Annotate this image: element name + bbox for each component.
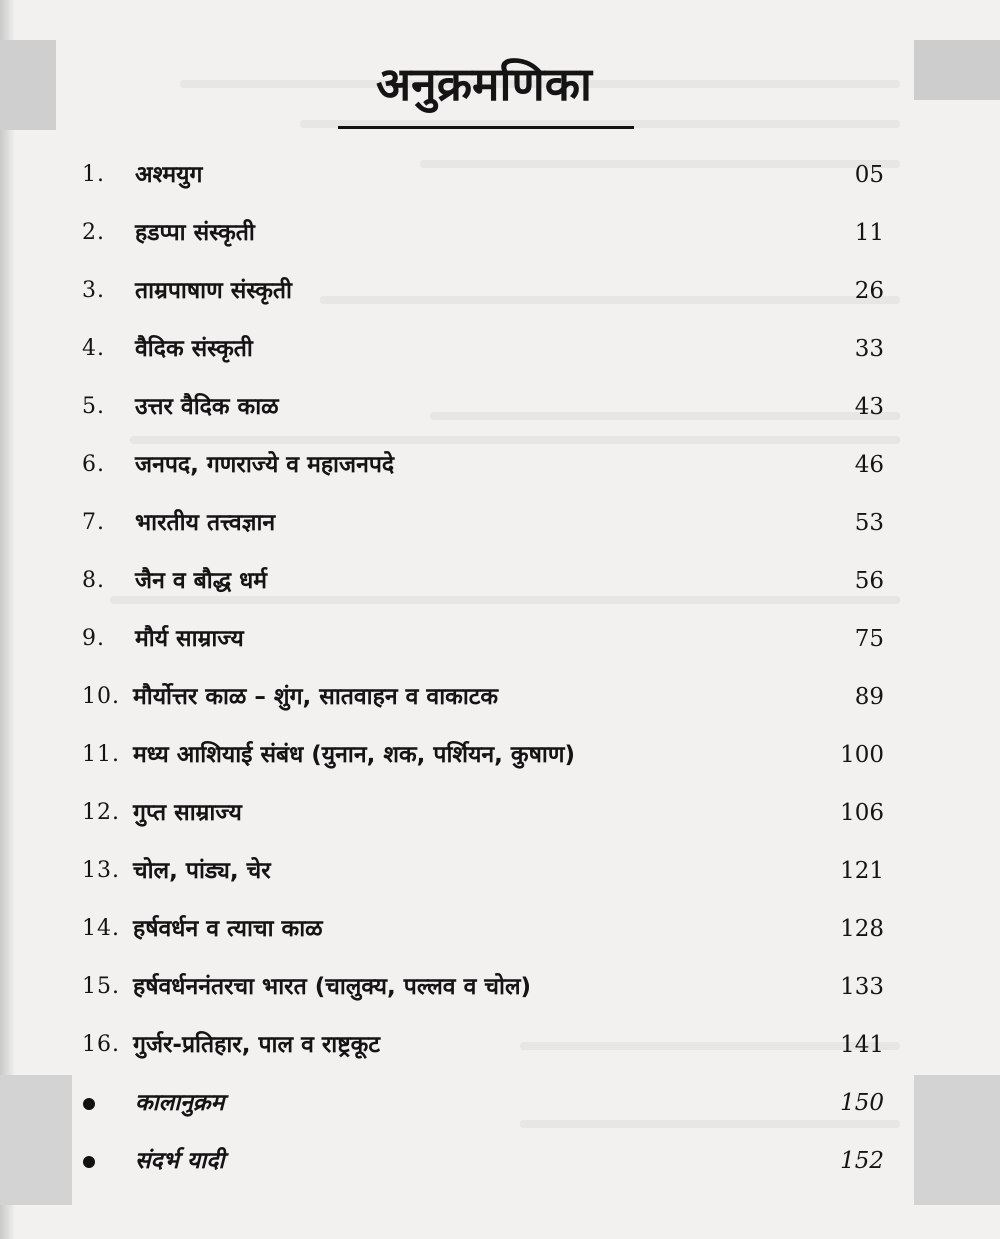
toc-entry[interactable] [0, 967, 1000, 1007]
chapter-title: जैन व बौद्ध धर्म [135, 568, 268, 594]
chapter-title: चोल, पांड्य, चेर [133, 858, 271, 884]
toc-entry[interactable] [0, 909, 1000, 949]
chapter-title: गुर्जर-प्रतिहार, पाल व राष्ट्रकूट [133, 1032, 380, 1058]
toc-entry[interactable] [0, 561, 1000, 601]
chapter-number: 7. [82, 510, 105, 535]
chapter-number: 4. [82, 336, 105, 361]
title-underline [338, 126, 634, 129]
page-number: 89 [854, 684, 884, 710]
toc-entry[interactable] [0, 329, 1000, 369]
page-number: 152 [840, 1148, 884, 1174]
toc-entry[interactable] [0, 271, 1000, 311]
chapter-title: मौर्योत्तर काळ – शुंग, सातवाहन व वाकाटक [133, 684, 499, 710]
appendix-title: संदर्भ यादी [135, 1148, 225, 1174]
chapter-number: 16. [82, 1032, 120, 1057]
chapter-number: 11. [82, 742, 120, 767]
page-number: 46 [854, 452, 884, 478]
toc-entry[interactable] [0, 793, 1000, 833]
toc-entry[interactable] [0, 213, 1000, 253]
chapter-title: भारतीय तत्त्वज्ञान [135, 510, 276, 536]
toc-entry[interactable] [0, 619, 1000, 659]
chapter-number: 13. [82, 858, 120, 883]
toc-entry[interactable] [0, 503, 1000, 543]
page-number: 11 [854, 220, 884, 246]
chapter-title: हर्षवर्धन व त्याचा काळ [133, 916, 323, 942]
toc-entry[interactable] [0, 851, 1000, 891]
page-title: अनुक्रमणिका [376, 57, 592, 111]
toc-appendix-entry[interactable] [0, 1141, 1000, 1181]
page-number: 33 [854, 336, 884, 362]
chapter-number: 9. [82, 626, 105, 651]
page-number: 121 [840, 858, 884, 884]
page-number: 75 [854, 626, 884, 652]
chapter-number: 10. [82, 684, 120, 709]
chapter-number: 3. [82, 278, 105, 303]
chapter-title: हडप्पा संस्कृती [135, 220, 255, 246]
page-number: 141 [840, 1032, 884, 1058]
chapter-title: मध्य आशियाई संबंध (युनान, शक, पर्शियन, कुषाण) [133, 742, 575, 768]
page-number: 133 [840, 974, 884, 1000]
chapter-title: उत्तर वैदिक काळ [135, 394, 279, 420]
chapter-title: वैदिक संस्कृती [135, 336, 253, 362]
page-number: 53 [854, 510, 884, 536]
page-number: 128 [840, 916, 884, 942]
bullet-icon [83, 1156, 95, 1168]
bleed-through [130, 436, 900, 444]
appendix-title: कालानुक्रम [135, 1090, 225, 1116]
chapter-title: हर्षवर्धननंतरचा भारत (चालुक्य, पल्लव व चोल) [133, 974, 532, 1000]
toc-appendix-entry[interactable] [0, 1083, 1000, 1123]
page-number: 05 [854, 162, 884, 188]
toc-entry[interactable] [0, 387, 1000, 427]
chapter-number: 12. [82, 800, 120, 825]
chapter-title: जनपद, गणराज्ये व महाजनपदे [135, 452, 395, 478]
bullet-icon [83, 1098, 95, 1110]
chapter-number: 5. [82, 394, 105, 419]
page-number: 150 [840, 1090, 884, 1116]
chapter-number: 2. [82, 220, 105, 245]
chapter-number: 6. [82, 452, 105, 477]
chapter-number: 8. [82, 568, 105, 593]
page-number: 100 [840, 742, 884, 768]
toc-entry[interactable] [0, 155, 1000, 195]
chapter-title: ताम्रपाषाण संस्कृती [135, 278, 292, 304]
chapter-number: 14. [82, 916, 120, 941]
page-number: 26 [854, 278, 884, 304]
toc-entry[interactable] [0, 445, 1000, 485]
toc-entry[interactable] [0, 735, 1000, 775]
toc-entry[interactable] [0, 1025, 1000, 1065]
chapter-number: 15. [82, 974, 120, 999]
toc-entry[interactable] [0, 677, 1000, 717]
chapter-number: 1. [82, 162, 105, 187]
page-number: 43 [854, 394, 884, 420]
chapter-title: गुप्त साम्राज्य [133, 800, 242, 826]
chapter-title: मौर्य साम्राज्य [135, 626, 244, 652]
chapter-title: अश्मयुग [135, 162, 203, 188]
page-number: 106 [840, 800, 884, 826]
page-number: 56 [854, 568, 884, 594]
